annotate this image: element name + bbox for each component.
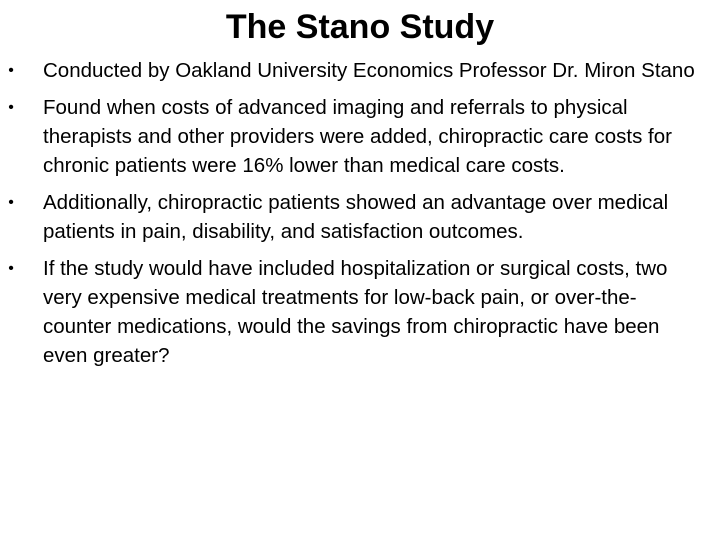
- bullet-dot-icon: •: [8, 260, 14, 277]
- bullet-item: [0, 56, 720, 85]
- bullet-list: [0, 56, 720, 378]
- bullet-dot-icon: •: [8, 194, 14, 211]
- bullet-item: [0, 254, 720, 370]
- bullet-text: Conducted by Oakland University Economics Professor Dr. Miron Stano: [43, 59, 695, 82]
- slide-title: The Stano Study: [225, 8, 495, 46]
- bullet-dot-icon: •: [8, 99, 14, 116]
- bullet-item: [0, 93, 720, 180]
- bullet-item: [0, 188, 720, 246]
- bullet-text: If the study would have included hospitalization or surgical costs, two very expensive medical treatments for low-back pain, or over-the-counter medications, would the savings from chiropractic have been even greater?: [43, 257, 668, 367]
- bullet-text: Additionally, chiropractic patients showed an advantage over medical patients in pain, disability, and satisfaction outcomes.: [43, 191, 669, 243]
- bullet-dot-icon: •: [8, 62, 14, 79]
- bullet-text: Found when costs of advanced imaging and referrals to physical therapists and other providers were added, chiropractic care costs for chronic patients were 16% lower than medical care costs.: [43, 96, 672, 177]
